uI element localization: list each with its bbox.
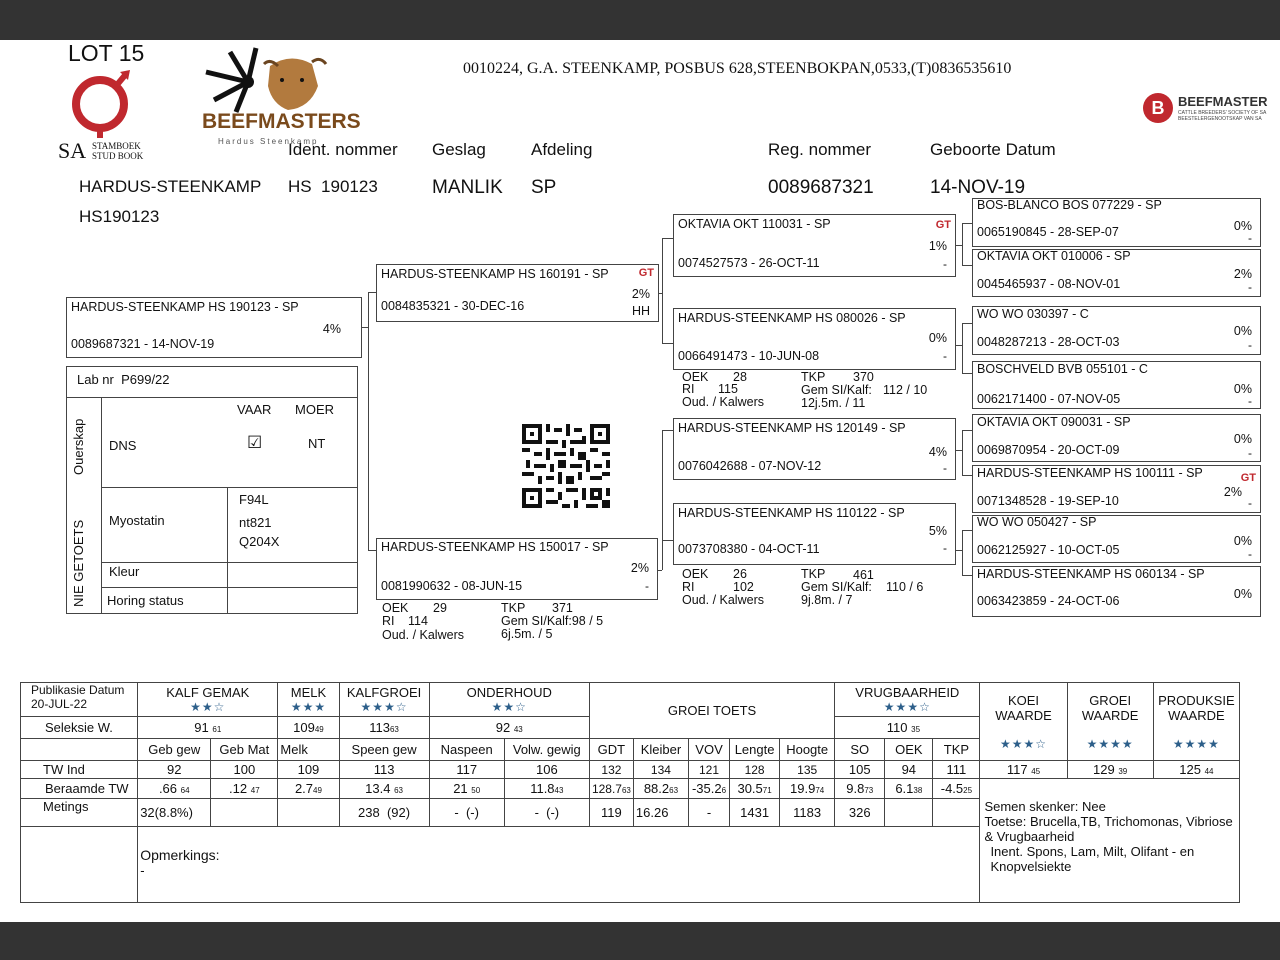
gen3-name-4: BOSCHVELD BVB 055101 - C xyxy=(977,362,1148,376)
gen3-box-2 xyxy=(972,249,1261,297)
sd-ri-value: 115 xyxy=(718,382,738,396)
btw-sub: 47 xyxy=(250,786,260,795)
tw-cell: 134 xyxy=(633,761,688,779)
gen3-reg-7: 0062125927 - 10-OCT-05 xyxy=(977,543,1120,557)
btw-sub: 63 xyxy=(621,785,631,795)
label-reg: Reg. nommer xyxy=(768,140,871,159)
vrugbaarheid-stars: ★★★☆ xyxy=(883,700,931,714)
gen3-dash-1: - xyxy=(1248,231,1252,245)
produksie-label2: WAARDE xyxy=(1168,707,1225,723)
label-geboorte: Geboorte Datum xyxy=(930,140,1056,159)
gt-seal-icon: GT xyxy=(638,267,654,279)
lab-box xyxy=(66,366,358,614)
myostatin-nt821: nt821 xyxy=(239,515,272,530)
kleur-label: Kleur xyxy=(109,564,140,579)
gen3-pct-3: 0% xyxy=(1233,324,1252,338)
gen3-box-8 xyxy=(972,566,1261,617)
tw-cell: 117 xyxy=(429,761,504,779)
inent: Inent. Spons, Lam, Milt, Olifant - en Knopvelsiekte xyxy=(990,843,1195,874)
gen3-reg-2: 0045465937 - 08-NOV-01 xyxy=(977,277,1121,291)
animal-name: HARDUS-STEENKAMP HS 190123 - SP xyxy=(71,300,299,314)
dam-name: HARDUS-STEENKAMP HS 150017 - SP xyxy=(381,540,609,554)
met-cell: 1431 xyxy=(730,799,780,827)
hdr-gdt: GDT xyxy=(589,739,633,761)
d-tkp-value: 371 xyxy=(552,601,573,615)
btw-val: -35.2 xyxy=(691,781,722,796)
hdr-melk: Melk xyxy=(278,739,339,761)
gen2-pct-3: 4% xyxy=(928,445,947,459)
gen3-box-1 xyxy=(972,198,1261,247)
d-oud-label: Oud. / Kalwers xyxy=(382,628,464,642)
tw-groei: 129 xyxy=(1093,762,1115,777)
gen3-dash-2: - xyxy=(1248,280,1252,294)
gen3-pct-5: 0% xyxy=(1233,432,1252,446)
owner: HARDUS-STEENKAMP xyxy=(79,177,262,196)
hdr-geb-mat: Geb Mat xyxy=(211,739,278,761)
gen2-box-3 xyxy=(673,418,956,480)
toetse: Toetse: Brucella,TB, Trichomonas, Vibriose & Vrugbaarheid xyxy=(984,813,1233,844)
gen3-box-6 xyxy=(972,465,1261,513)
gen3-reg-3: 0048287213 - 28-OCT-03 xyxy=(977,335,1120,349)
hdr-kleiber: Kleiber xyxy=(633,739,688,761)
sel-onder: 92 xyxy=(495,720,511,735)
ident-value: HS 190123 xyxy=(288,177,378,196)
geboorte-value: 14-NOV-19 xyxy=(930,177,1026,198)
animal-box xyxy=(66,297,362,358)
met-cell: 32(8.8%) xyxy=(138,799,211,827)
sel-vrug-sub: 35 xyxy=(911,725,921,734)
reg-value: 0089687321 xyxy=(768,177,874,198)
gen2-dash-1: - xyxy=(943,257,947,271)
d-gem-label: Gem SI/Kalf:98 / 5 xyxy=(501,614,604,628)
sel-melk: 109 xyxy=(293,720,315,735)
gen3-name-1: BOS-BLANCO BOS 077229 - SP xyxy=(977,198,1162,212)
sel-kalf: 91 xyxy=(194,720,209,735)
met-cell: 16.26 xyxy=(633,799,688,827)
lab-nr: Lab nr P699/22 xyxy=(77,372,170,387)
windmill-cow-icon xyxy=(200,46,335,116)
btw-val: 30.5 xyxy=(737,781,763,796)
btw-val: 128.7 xyxy=(591,781,622,796)
produksie-label1: PRODUKSIE xyxy=(1158,692,1235,708)
gen3-pct-7: 0% xyxy=(1233,534,1252,548)
gen3-dash-5: - xyxy=(1248,446,1252,460)
btw-sub: 74 xyxy=(815,786,825,795)
gen3-reg-5: 0069870954 - 20-OCT-09 xyxy=(977,443,1120,457)
label-afdeling: Afdeling xyxy=(531,140,593,159)
gen2-pct-4: 5% xyxy=(928,524,947,538)
gen3-reg-1: 0065190845 - 28-SEP-07 xyxy=(977,225,1119,239)
sel-groei: 113 xyxy=(369,720,390,735)
beefmasters-tagline: Hardus Steenkamp xyxy=(218,137,319,146)
hdr-so: SO xyxy=(835,739,885,761)
btw-val: 88.2 xyxy=(643,781,670,796)
tw-cell: 94 xyxy=(885,761,933,779)
melk-label: MELK xyxy=(290,685,327,700)
pub-label: Publikasie Datum xyxy=(31,683,125,697)
vrugbaarheid-label: VRUGBAARHEID xyxy=(855,685,960,700)
melk-stars: ★★★ xyxy=(290,700,327,714)
semen-skenker: Semen skenker: Nee xyxy=(984,798,1106,814)
btw-val: 19.9 xyxy=(790,781,816,796)
d-ri-value: 114 xyxy=(408,614,428,628)
gen3-name-3: WO WO 030397 - C xyxy=(977,307,1089,321)
tw-koei-sub: 45 xyxy=(1031,767,1041,776)
d-oek-value: 29 xyxy=(433,601,447,615)
gen3-name-5: OKTAVIA OKT 090031 - SP xyxy=(977,415,1131,429)
dns-vaar-checkbox: ☑ xyxy=(247,433,263,452)
hdr-vov: VOV xyxy=(688,739,729,761)
animal-reg-date: 0089687321 - 14-NOV-19 xyxy=(71,337,215,351)
kalfgroei-stars: ★★★☆ xyxy=(360,700,408,714)
dd-oud-label: Oud. / Kalwers xyxy=(682,593,764,607)
btw-sub: 6 xyxy=(721,786,727,795)
opmerkings-label: Opmerkings: xyxy=(140,847,220,863)
sd-oek-value: 28 xyxy=(733,370,747,384)
tw-koei: 117 xyxy=(1006,762,1028,777)
btw-val: .66 xyxy=(158,781,178,796)
gen3-name-2: OKTAVIA OKT 010006 - SP xyxy=(977,249,1131,263)
hdr-speen-gew: Speen gew xyxy=(339,739,429,761)
sd-oud-label: Oud. / Kalwers xyxy=(682,395,764,409)
stamboek-line1: STAMBOEK xyxy=(92,141,141,151)
hdr-lengte: Lengte xyxy=(730,739,780,761)
kalfgroei-label: KALFGROEI xyxy=(346,685,422,700)
hdr-volw-gewig: Volw. gewig xyxy=(504,739,589,761)
tw-cell: 100 xyxy=(211,761,278,779)
owner-code: HS190123 xyxy=(79,207,160,226)
label-ident: Ident. nommer xyxy=(288,140,398,159)
btw-val: 13.4 xyxy=(365,781,391,796)
beefmaster-b-icon: B xyxy=(1143,93,1173,123)
dns-label: DNS xyxy=(109,438,137,453)
tw-label: TW Ind xyxy=(21,761,138,779)
gen3-box-5 xyxy=(972,414,1261,462)
dam-pct: 2% xyxy=(630,561,649,575)
btw-val: .12 xyxy=(229,781,248,796)
dd-ri-value: 102 xyxy=(733,580,754,594)
gen3-dash-4: - xyxy=(1248,394,1252,408)
btw-sub: 43 xyxy=(554,786,564,795)
hdr-hoogte: Hoogte xyxy=(780,739,835,761)
myostatin-f94l: F94L xyxy=(239,492,269,507)
hdr-oek: OEK xyxy=(885,739,933,761)
dam-box xyxy=(376,538,658,600)
dd-oek-value: 26 xyxy=(733,567,747,581)
btw-sub: 73 xyxy=(864,786,874,795)
gen2-name-3: HARDUS-STEENKAMP HS 120149 - SP xyxy=(678,421,906,435)
dd-ri-label: RI xyxy=(682,580,695,594)
society-line1: CATTLE BREEDERS' SOCIETY OF SA xyxy=(1178,110,1267,116)
sd-gem-label: Gem SI/Kalf: xyxy=(801,383,872,397)
met-cell: 1183 xyxy=(780,799,835,827)
animal-pct: 4% xyxy=(322,322,341,336)
met-label: Metings xyxy=(21,799,138,827)
beefmasters-logo xyxy=(200,46,361,150)
horing-label: Horing status xyxy=(107,593,184,608)
groei-toets-label: GROEI TOETS xyxy=(589,683,834,739)
btw-sub: 63 xyxy=(394,786,403,795)
lot-label: LOT 15 xyxy=(68,40,145,66)
gen3-reg-8: 0063423859 - 24-OCT-06 xyxy=(977,594,1120,608)
beefmasters-name: BEEFMASTERS xyxy=(202,110,361,133)
btw-sub: 71 xyxy=(762,786,772,795)
gen2-pct-1: 1% xyxy=(928,239,947,253)
vaar-header: VAAR xyxy=(237,402,272,417)
onderhoud-label: ONDERHOUD xyxy=(466,685,552,700)
dd-tkp-value: 461 xyxy=(853,568,874,582)
btw-val: 21 xyxy=(453,781,468,796)
dd-gem-value: 110 / 6 xyxy=(886,580,924,594)
met-cell xyxy=(278,799,339,827)
koei-label1: KOEI xyxy=(1007,692,1040,708)
sd-oud-value: 12j.5m. / 11 xyxy=(801,396,866,410)
d-ri-label: RI xyxy=(382,614,395,628)
sire-pct: 2% xyxy=(631,287,650,301)
gen2-reg-2: 0066491473 - 10-JUN-08 xyxy=(678,349,820,363)
tw-prod: 125 xyxy=(1179,762,1201,777)
btw-val: 6.1 xyxy=(895,781,914,796)
btw-val: 11.8 xyxy=(530,781,555,796)
btw-sub: 63 xyxy=(669,786,679,795)
gen3-dash-7: - xyxy=(1248,547,1252,561)
tw-cell: 121 xyxy=(688,761,729,779)
btw-sub: 38 xyxy=(913,786,923,795)
gt-seal-icon: GT xyxy=(1240,472,1256,484)
qr-code-icon xyxy=(522,424,610,508)
gen2-reg-3: 0076042688 - 07-NOV-12 xyxy=(678,459,822,473)
dd-oud-value: 9j.8m. / 7 xyxy=(801,593,853,607)
groei-stars: ★★★★ xyxy=(1086,736,1134,751)
sire-name: HARDUS-STEENKAMP HS 160191 - SP xyxy=(381,267,609,281)
gen2-name-1: OKTAVIA OKT 110031 - SP xyxy=(678,217,831,231)
met-cell: 326 xyxy=(835,799,885,827)
d-tkp-label: TKP xyxy=(501,601,526,615)
met-cell xyxy=(885,799,933,827)
gen2-dash-3: - xyxy=(943,461,947,475)
tw-cell: 105 xyxy=(835,761,885,779)
opmerkings-value: - xyxy=(140,863,145,878)
sa-stamboek-logo xyxy=(58,70,158,165)
myostatin-q204x: Q204X xyxy=(239,534,280,549)
gen2-reg-4: 0073708380 - 04-OCT-11 xyxy=(678,542,820,556)
groei-label1: GROEI xyxy=(1089,692,1132,708)
gen3-box-7 xyxy=(972,515,1261,563)
btw-sub: 25 xyxy=(963,786,973,795)
tw-cell: 113 xyxy=(339,761,429,779)
label-geslag: Geslag xyxy=(432,140,486,159)
society-name: BEEFMASTER xyxy=(1178,94,1268,109)
met-cell: - (-) xyxy=(429,799,504,827)
btw-sub: 50 xyxy=(471,786,481,795)
gen2-dash-4: - xyxy=(943,541,947,555)
gen3-box-3 xyxy=(972,306,1261,355)
tw-cell: 132 xyxy=(589,761,633,779)
sd-gem-value: 112 / 10 xyxy=(883,383,928,397)
sd-tkp-value: 370 xyxy=(853,370,874,384)
sd-ri-label: RI xyxy=(682,382,695,396)
gen3-pct-6: 2% xyxy=(1223,485,1242,499)
koei-stars: ★★★☆ xyxy=(999,736,1048,751)
gen3-name-6: HARDUS-STEENKAMP HS 100111 - SP xyxy=(977,466,1203,480)
gen2-name-2: HARDUS-STEENKAMP HS 080026 - SP xyxy=(678,311,906,325)
dam-reg-date: 0081990632 - 08-JUN-15 xyxy=(381,579,523,593)
btw-label: Beraamde TW xyxy=(21,779,138,799)
tw-cell: 128 xyxy=(730,761,780,779)
society-line2: BEESTELERGENOOTSKAP VAN SA xyxy=(1178,116,1262,122)
top-bar xyxy=(0,0,1280,40)
gen3-pct-1: 0% xyxy=(1233,219,1252,233)
tw-cell: 135 xyxy=(780,761,835,779)
tw-cell: 92 xyxy=(138,761,211,779)
dd-tkp-label: TKP xyxy=(801,567,826,581)
btw-val: 2.7 xyxy=(294,781,314,796)
kalf-gemak-label: KALF GEMAK xyxy=(166,685,250,700)
geslag-value: MANLIK xyxy=(432,177,503,198)
onderhoud-stars: ★★☆ xyxy=(491,700,527,714)
btw-sub: 64 xyxy=(180,786,190,795)
sire-box xyxy=(376,264,659,322)
afdeling-value: SP xyxy=(531,177,557,198)
sel-melk-sub: 49 xyxy=(314,725,324,734)
sel-kalf-sub: 61 xyxy=(212,725,222,734)
sire-extra: HH xyxy=(631,304,650,318)
sel-onder-sub: 43 xyxy=(513,725,523,734)
tw-cell: 109 xyxy=(278,761,339,779)
gen3-pct-4: 0% xyxy=(1233,382,1252,396)
gen3-pct-2: 2% xyxy=(1233,267,1252,281)
dam-dash: - xyxy=(645,579,649,593)
kalf-gemak-stars: ★★☆ xyxy=(190,700,226,714)
gen3-name-7: WO WO 050427 - SP xyxy=(977,515,1097,529)
tw-groei-sub: 39 xyxy=(1118,767,1128,776)
gen3-reg-6: 0071348528 - 19-SEP-10 xyxy=(977,494,1119,508)
gen3-box-4 xyxy=(972,361,1261,409)
koei-label2: WAARDE xyxy=(995,707,1052,723)
met-cell: 238 (92) xyxy=(339,799,429,827)
seleksie-label: Seleksie W. xyxy=(21,717,138,739)
nie-getoets-label: NIE GETOETS xyxy=(71,519,86,607)
sd-oek-label: OEK xyxy=(682,370,709,384)
met-cell: 119 xyxy=(589,799,633,827)
moer-header: MOER xyxy=(295,402,334,417)
met-cell xyxy=(933,799,980,827)
performance-table xyxy=(20,682,1240,903)
sel-vrug: 110 xyxy=(886,720,908,735)
stamboek-symbol-icon xyxy=(58,70,158,140)
groei-label2: WAARDE xyxy=(1081,707,1139,723)
hdr-geb-gew: Geb gew xyxy=(138,739,211,761)
gen3-reg-4: 0062171400 - 07-NOV-05 xyxy=(977,392,1121,406)
sa-abbr: SA xyxy=(58,138,87,163)
gen2-dash-2: - xyxy=(943,349,947,363)
gen2-box-4 xyxy=(673,503,956,565)
met-cell: - (-) xyxy=(504,799,589,827)
btw-val: 9.8 xyxy=(846,781,865,796)
sd-tkp-label: TKP xyxy=(801,370,826,384)
sire-reg-date: 0084835321 - 30-DEC-16 xyxy=(381,299,525,313)
dd-oek-label: OEK xyxy=(682,567,709,581)
bottom-bar xyxy=(0,922,1280,960)
gen3-dash-3: - xyxy=(1248,338,1252,352)
btw-val: -4.5 xyxy=(940,781,964,796)
produksie-stars: ★★★★ xyxy=(1172,736,1220,751)
myostatin-label: Myostatin xyxy=(109,513,165,528)
gen2-reg-1: 0074527573 - 26-OCT-11 xyxy=(678,256,820,270)
gen2-name-4: HARDUS-STEENKAMP HS 110122 - SP xyxy=(678,506,905,520)
gen3-name-8: HARDUS-STEENKAMP HS 060134 - SP xyxy=(977,567,1205,581)
btw-sub: 49 xyxy=(313,786,322,795)
gen2-pct-2: 0% xyxy=(928,331,947,345)
gen2-box-2 xyxy=(673,308,956,370)
met-cell: - xyxy=(688,799,729,827)
pub-date: 20-JUL-22 xyxy=(31,697,88,711)
stamboek-line2: STUD BOOK xyxy=(92,151,144,161)
sel-groei-sub: 63 xyxy=(389,725,399,734)
dd-gem-label: Gem SI/Kalf: xyxy=(801,580,872,594)
breeder-line: 0010224, G.A. STEENKAMP, POSBUS 628,STEENBOKPAN,0533,(T)0836535610 xyxy=(463,60,1012,77)
gen3-pct-8: 0% xyxy=(1233,587,1252,601)
hdr-naspeen: Naspeen xyxy=(429,739,504,761)
tw-cell: 106 xyxy=(504,761,589,779)
d-oek-label: OEK xyxy=(382,601,409,615)
beefmaster-society-logo xyxy=(1143,93,1273,127)
d-oud-value: 6j.5m. / 5 xyxy=(501,627,553,641)
gen3-dash-6: - xyxy=(1248,496,1252,510)
tw-cell: 111 xyxy=(933,761,980,779)
tw-prod-sub: 44 xyxy=(1204,767,1214,776)
dns-moer-value: NT xyxy=(308,436,326,451)
hdr-tkp: TKP xyxy=(933,739,980,761)
met-cell xyxy=(211,799,278,827)
gt-seal-icon: GT xyxy=(935,219,951,231)
ouerskap-label: Ouerskap xyxy=(71,418,86,475)
gen2-box-1 xyxy=(673,214,956,277)
